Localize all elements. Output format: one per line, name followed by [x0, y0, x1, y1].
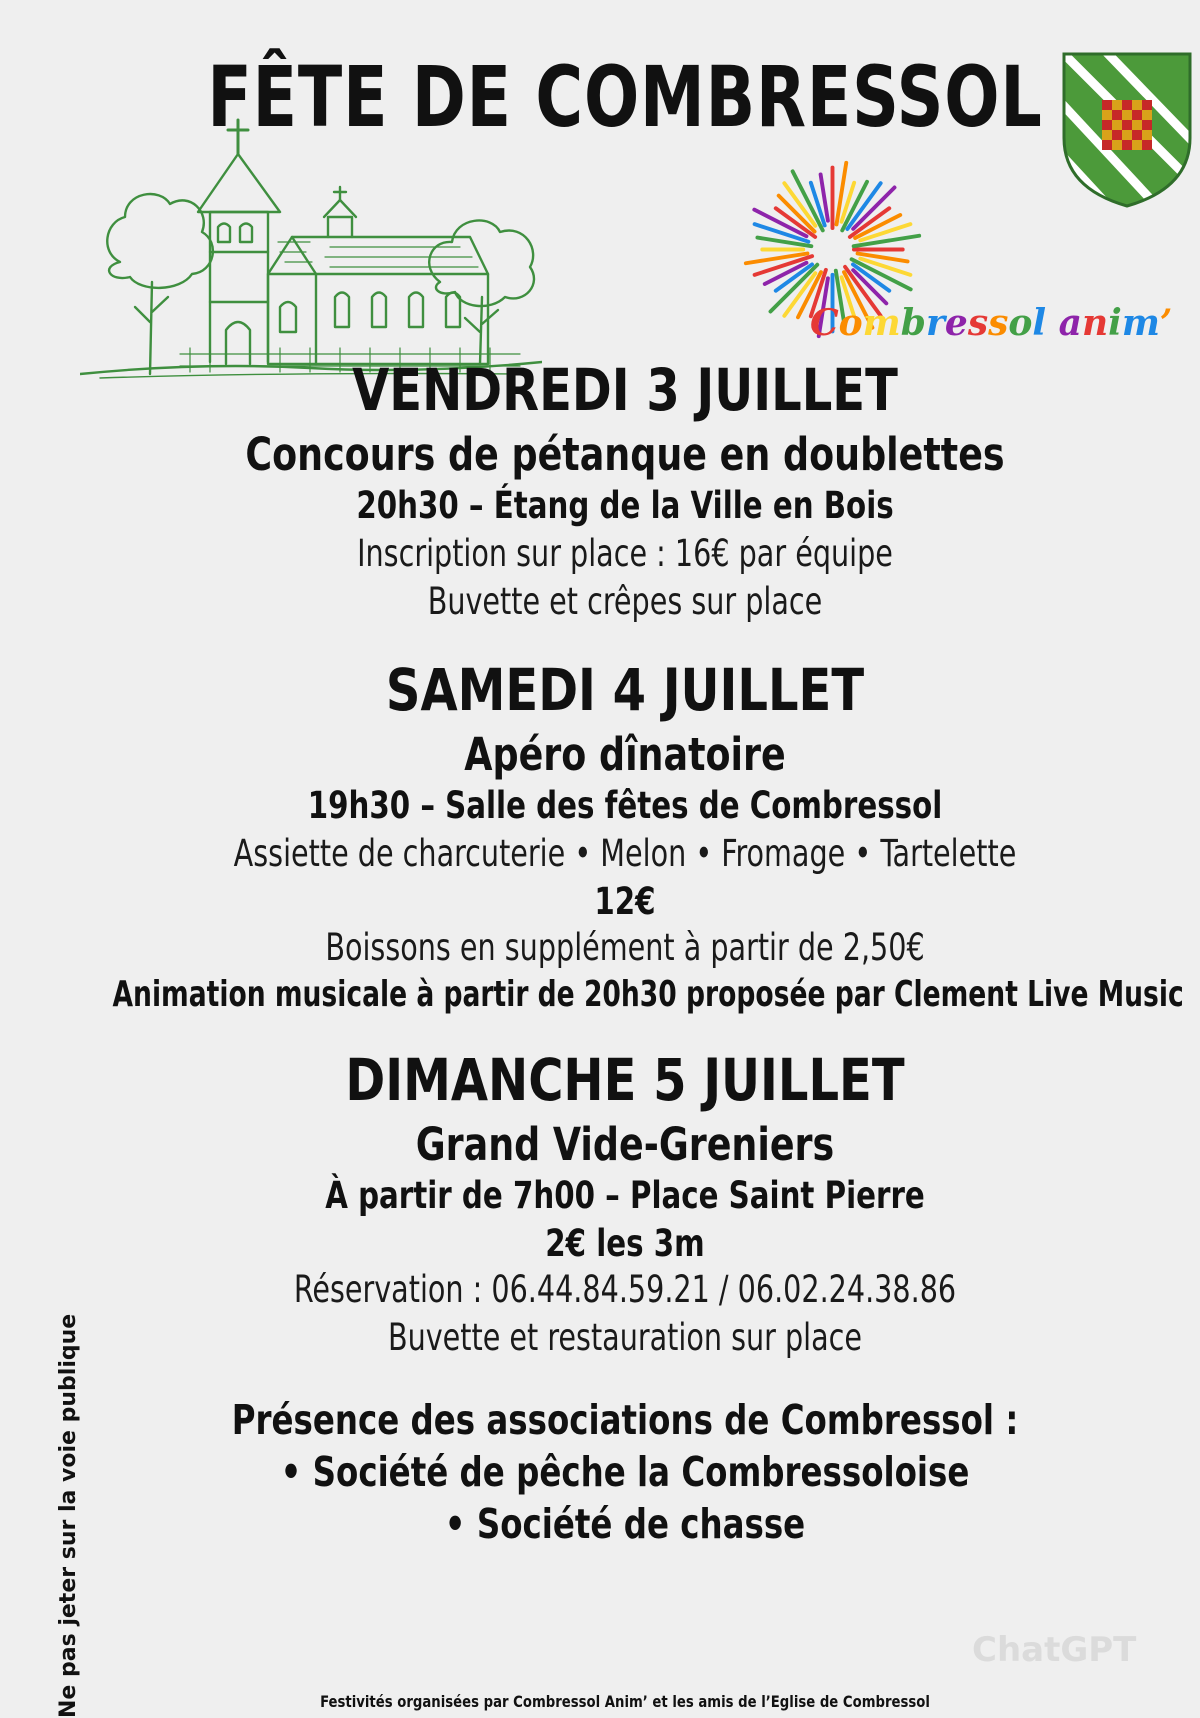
- sunday-food: Buvette et restauration sur place: [387, 1316, 863, 1359]
- association-item: • Société de chasse: [444, 1500, 806, 1548]
- logo-letter: C: [810, 302, 839, 344]
- sunday-heading: DIMANCHE 5 JUILLET: [345, 1046, 905, 1114]
- logo-letter: i: [1108, 302, 1122, 344]
- friday-line-2: Buvette et crêpes sur place: [427, 580, 823, 623]
- associations-heading: Présence des associations de Combressol :: [231, 1396, 1019, 1444]
- friday-heading: VENDREDI 3 JUILLET: [352, 356, 898, 424]
- logo-letter: s: [988, 302, 1009, 344]
- sunday-event: Grand Vide-Greniers: [415, 1118, 835, 1171]
- friday-event: Concours de pétanque en doublettes: [245, 428, 1005, 481]
- logo-letter: m: [862, 302, 901, 344]
- logo-letter: l: [1032, 302, 1047, 344]
- watermark: ChatGPT: [972, 1630, 1137, 1670]
- page-title: FÊTE DE COMBRESSOL: [207, 48, 1043, 146]
- saturday-menu: Assiette de charcuterie • Melon • Fromage • Tartelette: [233, 832, 1017, 875]
- saturday-event: Apéro dînatoire: [464, 728, 786, 781]
- logo-letter: o: [838, 302, 863, 344]
- logo-letter: r: [925, 302, 945, 344]
- logo-letter: s: [967, 302, 989, 344]
- saturday-price: 12€: [594, 880, 656, 923]
- sunday-time-place: À partir de 7h00 – Place Saint Pierre: [325, 1174, 925, 1217]
- logo-letter: b: [900, 302, 926, 344]
- footer-credits: Festivités organisées par Combressol Anim’ et les amis de l’Eglise de Combressol: [320, 1692, 930, 1711]
- combressol-anim-logo: [810, 302, 1173, 352]
- sunday-reservation: Réservation : 06.44.84.59.21 / 06.02.24.38.86: [293, 1268, 957, 1311]
- logo-letter: ’: [1159, 302, 1173, 344]
- saturday-heading: SAMEDI 4 JUILLET: [385, 656, 865, 724]
- association-item: • Société de pêche la Combressoloise: [280, 1448, 970, 1496]
- sunday-price: 2€ les 3m: [545, 1222, 705, 1265]
- logo-letter: o: [1008, 302, 1033, 344]
- church-illustration: [80, 92, 542, 382]
- logo-letter: m: [1121, 302, 1160, 344]
- logo-letter: [1046, 302, 1059, 344]
- logo-letter: a: [1058, 302, 1082, 344]
- side-note: Ne pas jeter sur la voie publique: [56, 1313, 81, 1718]
- saturday-drinks: Boissons en supplément à partir de 2,50€: [325, 926, 925, 969]
- saturday-time-place: 19h30 – Salle des fêtes de Combressol: [307, 784, 943, 827]
- saturday-music: Animation musicale à partir de 20h30 proposée par Clement Live Music: [112, 974, 1184, 1015]
- coat-of-arms-icon: [1058, 48, 1196, 210]
- friday-line-1: Inscription sur place : 16€ par équipe: [357, 532, 893, 575]
- logo-letter: e: [944, 302, 968, 344]
- friday-time-place: 20h30 – Étang de la Ville en Bois: [356, 484, 894, 527]
- logo-letter: n: [1081, 302, 1109, 344]
